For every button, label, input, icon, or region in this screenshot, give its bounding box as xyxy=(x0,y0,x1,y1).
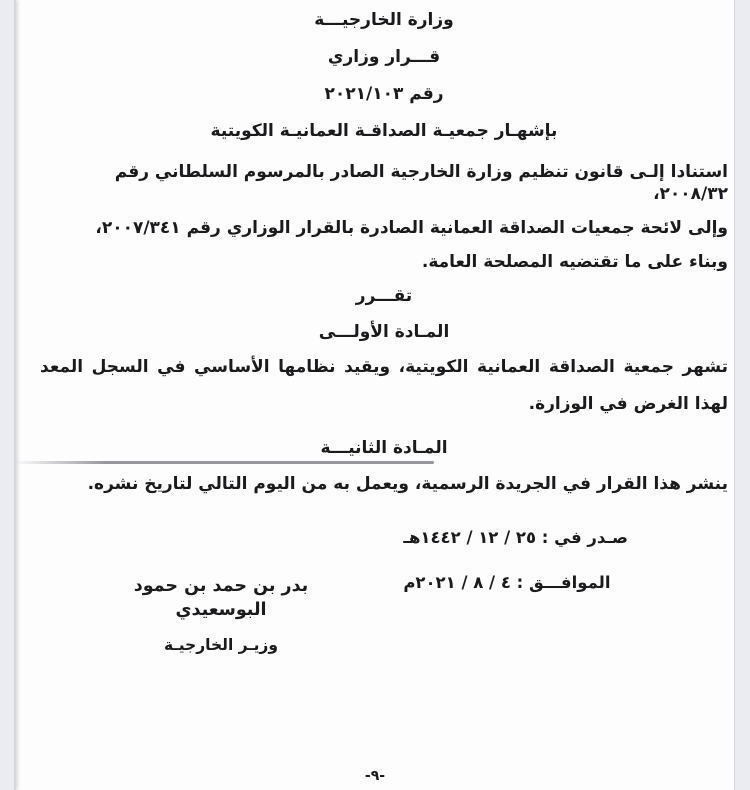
preamble-line: وإلى لائحة جمعيات الصداقة العمانية الصادرة بالقرار الوزاري رقم ٢٠٠٧/٣٤١، xyxy=(95,218,728,238)
article-1-body: تشهر جمعية الصداقة العمانية الكويتية، ويقيد نظامها الأساسي في السجل المعد لهذا الغرض في الوزارة. xyxy=(40,357,728,414)
signatory-title: وزيـر الخارجيـة xyxy=(164,636,278,654)
decision-word: تقـــرر xyxy=(355,286,413,306)
document-number: رقم ٢٠٢١/١٠٣ xyxy=(324,84,444,104)
preamble xyxy=(40,161,728,273)
signature-block xyxy=(88,574,354,655)
preamble-line: وبناء على ما تقتضيه المصلحة العامة. xyxy=(421,252,728,272)
document-type: قـــرار وزاري xyxy=(327,47,441,67)
issued-date-hijri: صـدر في : ٢٥ / ١٢ / ١٤٤٢هـ xyxy=(403,528,628,547)
article-2-body: ينشر هذا القرار في الجريدة الرسمية، ويعمل به من اليوم التالي لتاريخ نشره. xyxy=(87,474,728,494)
document-page xyxy=(40,0,728,615)
article-1-heading: المـادة الأولـــى xyxy=(318,322,450,342)
preamble-line: استنادا إلـى قانون تنظيم وزارة الخارجية الصادر بالمرسوم السلطاني رقم ٢٠٠٨/٣٢، xyxy=(114,162,728,204)
ministry-name: وزارة الخارجيـــة xyxy=(314,10,454,30)
document-subject: بإشهـار جمعيـة الصداقـة العمانيـة الكويتية xyxy=(210,121,558,141)
scan-edge-right xyxy=(734,0,750,790)
page-number: -٩- xyxy=(364,768,386,784)
issued-date-gregorian: الموافـــق : ٤ / ٨ / ٢٠٢١م xyxy=(403,573,611,592)
scan-edge-left xyxy=(0,0,16,790)
article-2-heading: المـادة الثانيـــة xyxy=(320,438,448,458)
signatory-name: بدر بن حمد بن حمود البوسعيدي xyxy=(133,576,309,620)
